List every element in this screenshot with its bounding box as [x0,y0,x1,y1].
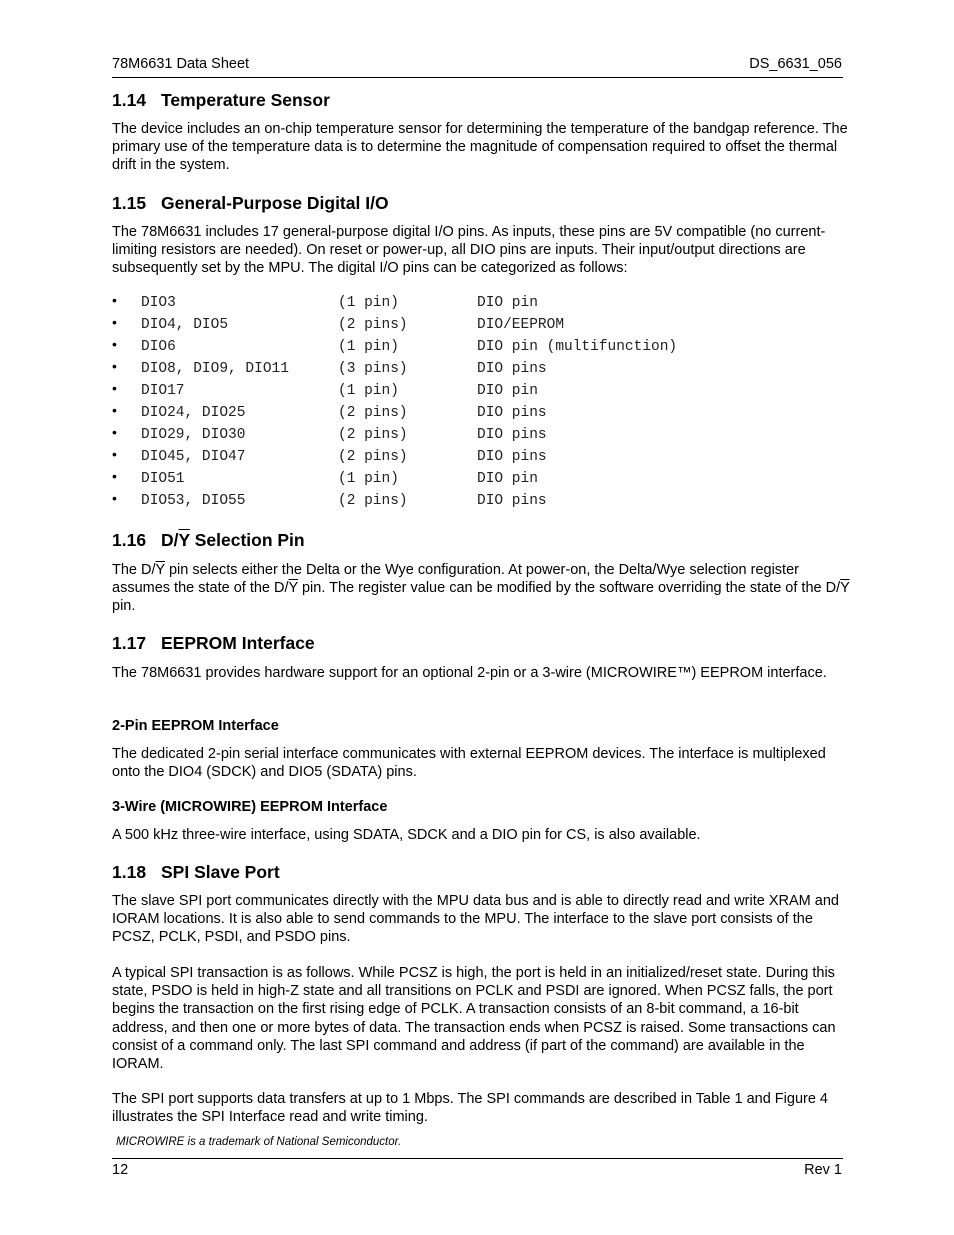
section-title: Temperature Sensor [161,90,330,110]
section-1-14-body: The device includes an on-chip temperature sensor for determining the temperature of the bandgap reference. The primary use of the temperature data is to determine the magnitude of compensation required to offset the thermal drift in the system. [112,121,848,174]
bullet-icon: • [112,446,117,462]
header-title: 78M6631 Data Sheet [112,56,250,72]
section-1-15-body: The 78M6631 includes 17 general-purpose digital I/O pins. As inputs, these pins are 5V compatible (no current-limiting resistors are needed). On reset or power-up, all DIO pins are inputs. Their input/output directions are subsequently set by the MPU. The digital I/O pins can be categorized as follows: [112,224,826,277]
body-text: pin. The register value can be modified by the software overriding the state of the D/ [297,580,841,597]
y-bar-symbol: $\overline{Y}$ [840,580,850,597]
subsection-3wire-body: A 500 kHz three-wire interface, using SDATA, SDCK and a DIO pin for CS, is also available. [112,827,701,843]
section-1-14-heading [112,90,330,111]
subsection-3wire-heading: 3-Wire (MICROWIRE) EEPROM Interface [112,799,388,815]
section-number: 1.17 [112,633,147,653]
section-1-16-heading [112,530,305,551]
pin-name: DIO51 [141,471,185,487]
section-title: EEPROM Interface [161,633,315,653]
pin-type: DIO pins [477,427,547,443]
body-text: The D/ [112,562,156,578]
bullet-icon: • [112,358,117,374]
header-rule [112,77,843,78]
section-1-18-body-2: A typical SPI transaction is as follows. While PCSZ is high, the port is held in an initialized/reset state. During this state, PSDO is held in high-Z state and all transitions on PCLK and PSDI are ignored. When PCSZ falls, the port begins the transaction on the first rising edge of PCLK. A transaction consists of an 8-bit command, a 16-bit address, and then one or more bytes of data. The transaction ends when PCSZ is raised. Some transactions can consist of a command only. The last SPI command and address (if part of the command) are available in the IORAM. [112,965,836,1073]
pin-type: DIO pin [477,471,538,487]
pin-name: DIO29, DIO30 [141,427,246,443]
section-title-suffix: Selection Pin [189,530,305,550]
section-number: 1.14 [112,90,147,110]
section-1-18-body-1: The slave SPI port communicates directly with the MPU data bus and is able to directly read and write XRAM and IORAM locations. It is also able to send commands to the MPU. The interface to the slave port consists of the PCSZ, PCLK, PSDI, and PSDO pins. [112,893,839,946]
pin-type: DIO pin (multifunction) [477,339,678,355]
pin-name: DIO6 [141,339,176,355]
pin-count: (2 pins) [338,449,408,465]
bullet-icon: • [112,292,117,308]
list-item [112,469,732,491]
pin-type: DIO pins [477,493,547,509]
bullet-icon: • [112,490,117,506]
pin-count: (3 pins) [338,361,408,377]
pin-count: (2 pins) [338,493,408,509]
pin-name: DIO24, DIO25 [141,405,246,421]
header-doc-id: DS_6631_056 [749,56,842,72]
subsection-2pin-body: The dedicated 2-pin serial interface communicates with external EEPROM devices. The interface is multiplexed onto the DIO4 (SDCK) and DIO5 (SDATA) pins. [112,746,826,781]
bullet-icon: • [112,380,117,396]
pin-name: DIO45, DIO47 [141,449,246,465]
y-bar-symbol: $\overline{Y}$ [155,562,165,578]
body-text: pin. [112,598,136,615]
pin-count: (2 pins) [338,427,408,443]
section-1-18-heading [112,862,280,883]
page-number: 12 [112,1162,129,1178]
list-item [112,447,732,469]
pin-count: (2 pins) [338,405,408,421]
list-item [112,359,732,381]
pin-count: (1 pin) [338,295,399,311]
list-item [112,381,732,403]
pin-name: DIO3 [141,295,176,311]
pin-type: DIO pins [477,449,547,465]
list-item [112,403,732,425]
pin-type: DIO pin [477,295,538,311]
body-text: pin selects either the Delta or the Wye configuration. At power-on, the Delta/Wye selection register assumes the state of the D/ [112,562,799,597]
section-1-17-heading [112,633,315,654]
bullet-icon: • [112,468,117,484]
revision: Rev 1 [804,1162,842,1178]
section-title: SPI Slave Port [161,862,280,882]
dio-pin-list [112,293,732,513]
section-number: 1.16 [112,530,147,550]
list-item [112,425,732,447]
pin-count: (1 pin) [338,339,399,355]
section-1-16-body [112,561,852,616]
section-number: 1.18 [112,862,147,882]
bullet-icon: • [112,314,117,330]
pin-name: DIO8, DIO9, DIO11 [141,361,289,377]
footer-rule [112,1158,843,1159]
pin-name: DIO4, DIO5 [141,317,229,333]
section-title-prefix: D/ [161,530,179,550]
pin-type: DIO pins [477,405,547,421]
section-number: 1.15 [112,193,147,213]
list-item [112,337,732,359]
pin-type: DIO pin [477,383,538,399]
bullet-icon: • [112,336,117,352]
list-item [112,293,732,315]
trademark-footnote: MICROWIRE is a trademark of National Semiconductor. [116,1136,402,1148]
y-bar-symbol: $\overline{Y}$ [288,580,298,597]
pin-name: DIO17 [141,383,185,399]
section-title-y-bar: Y [178,530,190,550]
pin-name: DIO53, DIO55 [141,493,246,509]
section-1-15-heading [112,193,389,214]
section-title: General-Purpose Digital I/O [161,193,389,213]
pin-type: DIO/EEPROM [477,317,565,333]
subsection-2pin-heading: 2-Pin EEPROM Interface [112,718,279,734]
list-item [112,315,732,337]
bullet-icon: • [112,402,117,418]
pin-type: DIO pins [477,361,547,377]
pin-count: (1 pin) [338,383,399,399]
section-1-17-body: The 78M6631 provides hardware support for an optional 2-pin or a 3-wire (MICROWIRE™) EEPROM interface. [112,665,827,681]
pin-count: (2 pins) [338,317,408,333]
section-1-18-body-3: The SPI port supports data transfers at up to 1 Mbps. The SPI commands are described in Table 1 and Figure 4 illustrates the SPI Interface read and write timing. [112,1091,828,1126]
pin-count: (1 pin) [338,471,399,487]
bullet-icon: • [112,424,117,440]
list-item [112,491,732,513]
